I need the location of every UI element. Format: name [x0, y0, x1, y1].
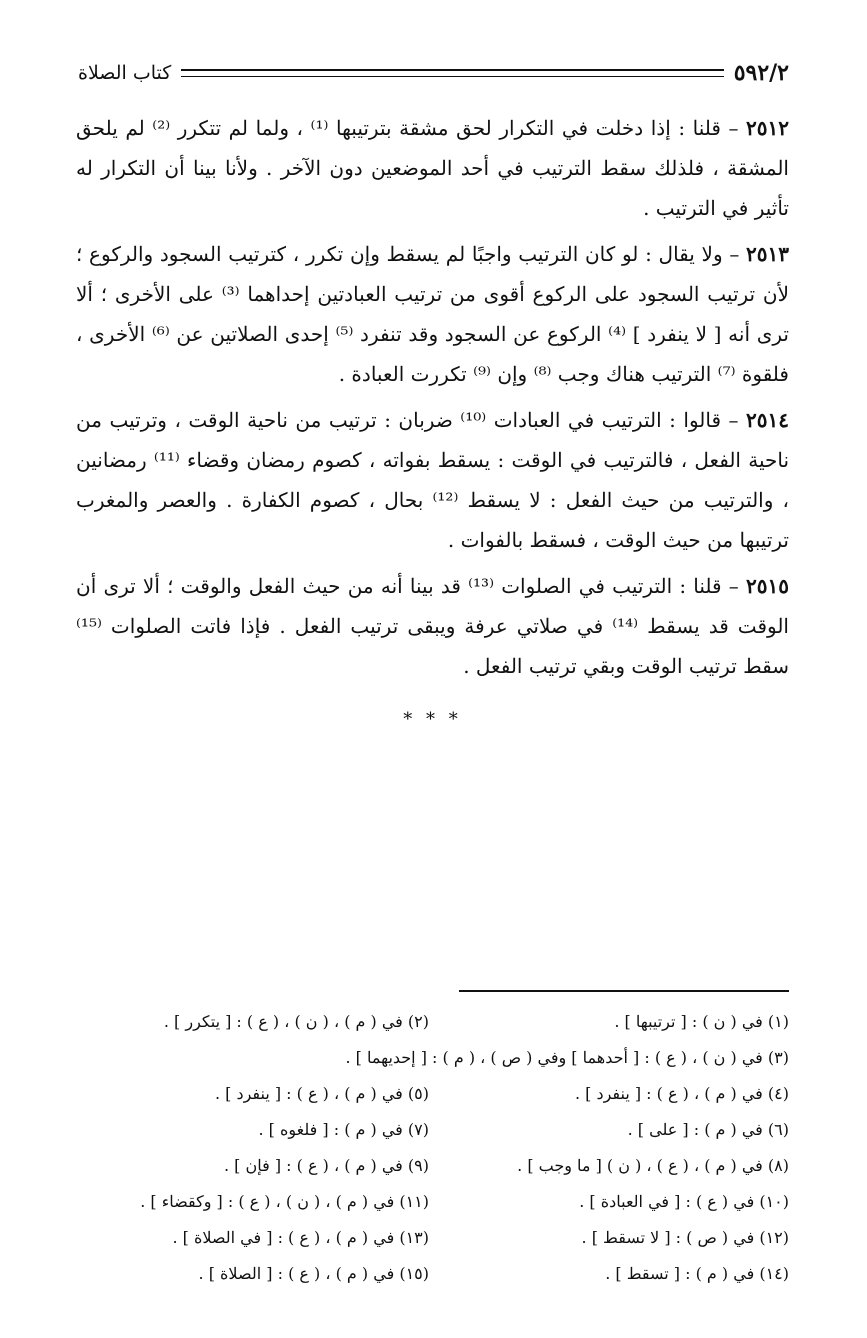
paragraph-2513	[76, 234, 789, 394]
footnote-7: (٧) في ( م ) : [ فلغوه ] .	[258, 1120, 429, 1139]
footnote-row	[80, 1076, 789, 1112]
footnote-13: (١٣) في ( م ) ، ( ع ) : [ في الصلاة ] .	[172, 1228, 429, 1247]
footnote-5: (٥) في ( م ) ، ( ع ) : [ ينفرد ] .	[214, 1084, 429, 1103]
main-text	[76, 108, 789, 740]
paragraph-number: ٢٥١٥	[746, 574, 789, 598]
book-title: كتاب الصلاة	[78, 62, 172, 84]
footnote-8: (٨) في ( م ) ، ( ع ) ، ( ن ) [ ما وجب ] .	[517, 1156, 789, 1175]
section-separator: * * *	[403, 709, 462, 730]
header-rule	[181, 69, 723, 77]
footnote-14: (١٤) في ( م ) : [ تسقط ] .	[605, 1264, 789, 1283]
footnote-11: (١١) في ( م ) ، ( ن ) ، ( ع ) : [ وكقضاء ] .	[140, 1192, 429, 1211]
paragraph-number: ٢٥١٢	[746, 116, 790, 140]
paragraph-text: – ولا يقال : لو كان الترتيب واجبًا لم يسقط وإن تكرر ، كترتيب السجود والركوع ؛ لأن ترتيب السجود على الركوع أقوى من ترتيب العبادتين إحداهما ⁽³⁾ على الأخرى ؛ ألا ترى أنه [ لا ينفرد ] ⁽⁴⁾ الركوع عن السجود وقد تنفرد ⁽⁵⁾ إحدى الصلاتين عن ⁽⁶⁾ الأخرى ، فلقوة ⁽⁷⁾ الترتيب هناك وجب ⁽⁸⁾ وإن ⁽⁹⁾ تكررت العبادة .	[76, 242, 789, 386]
footnote-row	[80, 1004, 789, 1040]
paragraph-number: ٢٥١٤	[746, 408, 790, 432]
footnote-row	[80, 1112, 789, 1148]
footnote-10: (١٠) في ( ع ) : [ في العبادة ] .	[579, 1192, 789, 1211]
footnote-3: (٣) في ( ن ) ، ( ع ) : [ أحدهما ] وفي ( ص ) ، ( م ) : [ إحديهما ] .	[345, 1048, 789, 1067]
footnote-12: (١٢) في ( ص ) : [ لا تسقط ] .	[581, 1228, 789, 1247]
footnote-1: (١) في ( ن ) : [ ترتيبها ] .	[614, 1012, 789, 1031]
footnote-4: (٤) في ( م ) ، ( ع ) : [ ينفرد ] .	[574, 1084, 789, 1103]
page-header	[78, 55, 789, 91]
paragraph-text: – قلنا : الترتيب في الصلوات ⁽¹³⁾ قد بينا أنه من حيث الفعل والوقت ؛ ألا ترى أن الوقت قد يسقط ⁽¹⁴⁾ في صلاتي عرفة ويبقى ترتيب الفعل . فإذا فاتت الصلوات ⁽¹⁵⁾ سقط ترتيب الوقت وبقي ترتيب الفعل .	[76, 574, 789, 678]
paragraph-text: – قالوا : الترتيب في العبادات ⁽¹⁰⁾ ضربان : ترتيب من ناحية الوقت ، وترتيب من ناحية الفعل ، فالترتيب في الوقت : يسقط بفواته ، كصوم رمضان وقضاء ⁽¹¹⁾ رمضانين ، والترتيب من حيث الفعل : لا يسقط ⁽¹²⁾ بحال ، كصوم الكفارة . والعصر والمغرب ترتيبها من حيث الوقت ، فسقط بالفوات .	[76, 408, 790, 552]
footnote-6: (٦) في ( م ) : [ على ] .	[627, 1120, 789, 1139]
footnote-2: (٢) في ( م ) ، ( ن ) ، ( ع ) : [ يتكرر ] .	[163, 1012, 429, 1031]
paragraph-number: ٢٥١٣	[746, 242, 789, 266]
footnote-row	[80, 1184, 789, 1220]
footnote-15: (١٥) في ( م ) ، ( ع ) : [ الصلاة ] .	[198, 1264, 429, 1283]
footnote-row	[80, 1220, 789, 1256]
footnote-row	[80, 1148, 789, 1184]
paragraph-2512	[76, 108, 789, 228]
footnote-row	[80, 1256, 789, 1292]
footnote-9: (٩) في ( م ) ، ( ع ) : [ فإن ] .	[223, 1156, 429, 1175]
footnote-row	[80, 1040, 789, 1076]
paragraph-2515	[76, 566, 789, 686]
page-number: ٥٩٢/٢	[733, 60, 789, 86]
paragraph-2514	[76, 400, 789, 560]
paragraph-text: – قلنا : إذا دخلت في التكرار لحق مشقة بترتيبها ⁽¹⁾ ، ولما لم تتكرر ⁽²⁾ لم يلحق المشقة ، فلذلك سقط الترتيب في أحد الموضعين دون الآخر . ولأنا بينا أن التكرار له تأثير في الترتيب .	[76, 116, 789, 220]
footnotes	[80, 1004, 789, 1292]
footnote-rule	[459, 990, 789, 992]
